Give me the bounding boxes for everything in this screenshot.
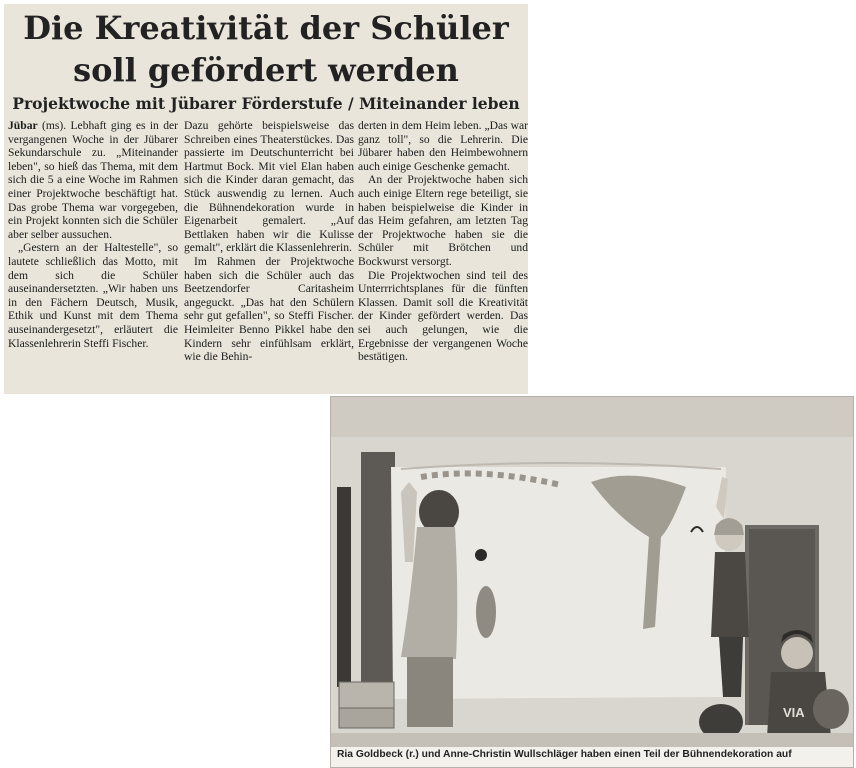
photo-caption: Ria Goldbeck (r.) und Anne-Christin Wullschläger haben einen Teil der Bühnendekoration auf (337, 749, 792, 760)
svg-text:VIA: VIA (783, 705, 805, 720)
girl-right-body (711, 552, 749, 637)
paragraph: Die Projektwochen sind teil des Unterrrichtsplanes für die fünften Klassen. Damit soll die Kreativität der Kinder gefördert werden. Das sei auch gelungen, wie die Ergebnisse der vergangenen Woche bestätigen. (358, 268, 528, 364)
news-photo (330, 396, 854, 768)
headline-line-1: Die Kreativität der Schüler (23, 9, 509, 47)
paragraph: Dazu gehörte beispielsweise das Schreiben eines Theaterstückes. Das passierte im Deutschunterricht bei Hartmut Bock. Mit viel Elan haben sich die Kinder daran gemacht, das Stück auswendig zu lernen. Auch die Bühnendekoration wurde in Eigenarbeit gemalert. „Auf Bettlaken haben wir die Kulisse gemalt", erklärt die Klassenlehrerin. (184, 119, 354, 255)
article-column-1 (8, 119, 178, 350)
paragraph-text: (ms). Lebhaft ging es in der vergangenen Woche in der Jübarer Sekundarschule zu. „Miteinander leben", so hieß das Thema, mit dem sich die 5 a eine Woche im Rahmen einer Projektwoche beschäftigt hat. Das grobe Thema war vorgegeben, ein Projekt konnten sich die Schüler aber selber aussuchen. (8, 119, 178, 241)
paragraph: „Gestern an der Haltestelle", so lautete schließlich das Motto, mit dem sich die Schüler auseinandersetzten. „Wir haben uns in den Fächern Deutsch, Musik, Ethik und Kunst mit dem Thema auseinandergesetzt", erläutert die Klassenlehrerin Steffi Fischer. (8, 241, 178, 350)
newspaper-article (4, 4, 528, 394)
article-column-3 (358, 119, 528, 364)
paragraph: An der Projektwoche haben sich auch einige Eltern rege beteiligt, sie haben beispielweise die Kinder in das Heim gefahren, am letzten Tag der Projektwoche haben sie die Schüler mit Brötchen und Bockwurst versorgt. (358, 173, 528, 268)
dateline: Jübar (8, 119, 38, 132)
paragraph: Im Rahmen der Projektwoche haben sich die Schüler auch das Beetzendorfer Caritasheim angeguckt. „Das hat den Schülern sehr gut gefallen", so Steffi Fischer. Heimleiter Benno Pikkel habe den Kindern sehr einfühlsam erklärt, wie die Behin- (184, 254, 354, 364)
paragraph (8, 119, 178, 241)
headline-line-2: soll gefördert werden (73, 51, 459, 89)
subheadline: Projektwoche mit Jübarer Förderstufe / Miteinander leben (12, 94, 520, 113)
article-column-2 (184, 119, 354, 364)
door-panel-left (361, 452, 395, 682)
paragraph: derten in dem Heim leben. „Das war ganz toll", so die Lehrerin. Die Jübarer haben den Heimbewohnern auch einige Geschenke gemacht. (358, 119, 528, 173)
photo-illustration (331, 397, 854, 747)
